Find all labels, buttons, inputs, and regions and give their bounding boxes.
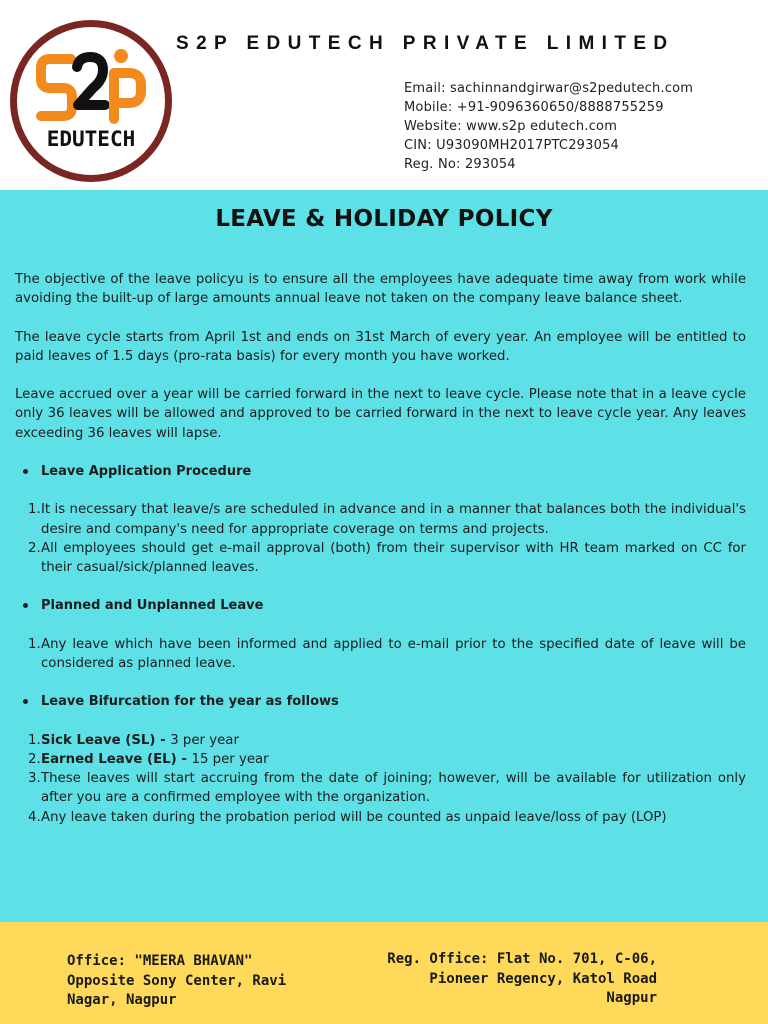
logo-edutech-text: EDUTECH: [46, 127, 136, 151]
contact-mobile: Mobile: +91-9096360650/8888755259: [404, 100, 664, 115]
planned-list: [15, 635, 746, 673]
list-item: 1. Sick Leave (SL) - 3 per year: [28, 732, 239, 748]
policy-body: [0, 190, 768, 922]
list-item: 4. Any leave taken during the probation period will be counted as unpaid leave/loss of pay (LOP): [28, 809, 667, 825]
list-item: 2. Earned Leave (EL) - 15 per year: [28, 751, 269, 767]
policy-content: [15, 270, 746, 846]
letterhead-header: [0, 0, 768, 190]
section-heading-bifurcation: Leave Bifurcation for the year as follows: [15, 692, 746, 711]
list-item: 2. All employees should get e-mail approval (both) from their supervisor with HR team marked on CC for their casual/sick/planned leaves.: [28, 540, 746, 575]
contact-cin: CIN: U93090MH2017PTC293054: [404, 138, 620, 153]
section-heading-application: Leave Application Procedure: [15, 462, 746, 481]
list-item: 1. Any leave which have been informed and applied to e-mail prior to the specified date of leave will be considered as planned leave.: [28, 636, 746, 671]
contact-website: Website: www.s2p edutech.com: [404, 119, 618, 134]
leave-cycle-paragraph: The leave cycle starts from April 1st and ends on 31st March of every year. An employee will be entitled to paid leaves of 1.5 days (pro-rata basis) for every month you have worked.: [15, 329, 746, 364]
carry-forward-paragraph: Leave accrued over a year will be carried forward in the next to leave cycle. Please note that in a leave cycle only 36 leaves will be allowed and approved to be carried forward in the next to leave cycle year. Any leaves exceeding 36 leaves will lapse.: [15, 387, 746, 441]
letterhead-footer: [0, 922, 768, 1024]
intro-paragraph: The objective of the leave policyu is to ensure all the employees have adequate time away from work while avoiding the built-up of large amounts annual leave not taken on the company leave balance sheet.: [15, 272, 746, 307]
page-title: LEAVE & HOLIDAY POLICY: [215, 206, 553, 232]
list-item: 1. It is necessary that leave/s are scheduled in advance and in a manner that balances both the individual's desire and company's need for appropriate coverage on terms and projects.: [28, 502, 746, 537]
contact-block: [404, 79, 693, 174]
company-name: S2P EDUTECH PRIVATE LIMITED: [176, 33, 675, 54]
contact-email: Email: sachinnandgirwar@s2pedutech.com: [404, 81, 694, 96]
registered-office-address: Reg. Office: Flat No. 701, C-06, Pioneer Regency, Katol Road Nagpur: [387, 951, 657, 1006]
company-logo: [10, 20, 172, 182]
office-address: Office: "MEERA BHAVAN" Opposite Sony Center, Ravi Nagar, Nagpur: [67, 953, 287, 1008]
list-item: 3. These leaves will start accruing from the date of joining; however, will be available for utilization only after you are a confirmed employee with the organization.: [28, 771, 746, 806]
bifurcation-list: [15, 731, 746, 827]
contact-reg-no: Reg. No: 293054: [404, 157, 516, 172]
section-heading-planned: Planned and Unplanned Leave: [15, 596, 746, 615]
application-list: [15, 500, 746, 577]
s2p-logo-icon: [17, 27, 165, 175]
